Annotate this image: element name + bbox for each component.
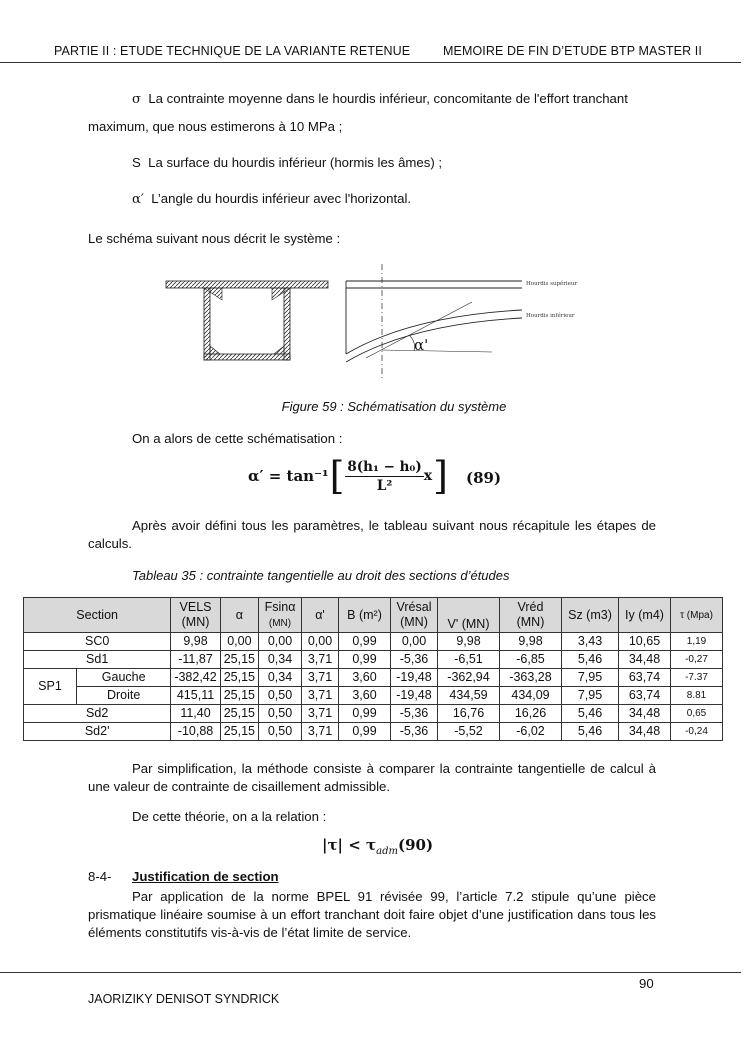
fraction [345, 459, 423, 494]
th-vprime: V' (MN) [438, 598, 500, 633]
table-cell: -7.37 [671, 669, 723, 687]
th-alpha-prime: α' [302, 598, 339, 633]
denominator: L² [376, 477, 393, 494]
table-cell: 9,98 [438, 633, 500, 651]
figure-caption: Figure 59 : Schématisation du système [281, 399, 507, 414]
table-cell: 0,00 [220, 633, 258, 651]
table-cell: 63,74 [619, 669, 671, 687]
table-cell: -0,24 [671, 723, 723, 741]
def-angle [132, 190, 411, 209]
def-symbol: α′ [132, 192, 144, 207]
table-cell: 7,95 [562, 687, 619, 705]
table-cell: 0,99 [339, 705, 391, 723]
relation-90 [322, 836, 433, 857]
bracket-close: ] [433, 454, 448, 498]
table-cell: -6,51 [438, 651, 500, 669]
table-cell: -5,52 [438, 723, 500, 741]
table-cell: 16,26 [500, 705, 562, 723]
table-cell: 10,65 [619, 633, 671, 651]
table-cell: -6,02 [500, 723, 562, 741]
table-cell: 0,00 [391, 633, 438, 651]
th-b: B (m²) [339, 598, 391, 633]
table-cell: 5,46 [562, 705, 619, 723]
table-cell: 25,15 [220, 687, 258, 705]
table-cell: 1,19 [671, 633, 723, 651]
formula-89 [248, 455, 448, 497]
table-cell: 0,50 [259, 705, 302, 723]
table-cell: Droite [77, 687, 171, 705]
table-cell: 0,65 [671, 705, 723, 723]
table-cell: Sd1 [24, 651, 171, 669]
table-cell: -5,36 [391, 705, 438, 723]
table-cell: -10,88 [171, 723, 220, 741]
table-cell: 34,48 [619, 651, 671, 669]
table-cell: 0,00 [302, 633, 339, 651]
table-cell: 25,15 [220, 669, 258, 687]
section-number: 8-4- [88, 869, 112, 884]
numerator: 8(h₁ − h₀) [347, 458, 422, 475]
th-iy: Iy (m4) [619, 598, 671, 633]
table-cell: 0,50 [259, 687, 302, 705]
table-cell: 25,15 [220, 651, 258, 669]
section-title: Justification de section [132, 869, 279, 884]
table-cell: -363,28 [500, 669, 562, 687]
relation-number: (90) [397, 836, 434, 854]
table-cell: Gauche [77, 669, 171, 687]
th-tau: τ (Mpa) [671, 598, 723, 633]
table-cell: -19,48 [391, 687, 438, 705]
th-fsinalpha: Fsinα (MN) [259, 598, 302, 633]
table-cell: 0,99 [339, 651, 391, 669]
table-cell: 25,15 [220, 705, 258, 723]
table-cell: 434,09 [500, 687, 562, 705]
table-cell: -19,48 [391, 669, 438, 687]
relation-lhs: |τ| < τ [322, 836, 377, 854]
group-sp1: SP1 [24, 669, 77, 705]
label-hourdis-inferieur: Hourdis inférieur [526, 313, 575, 319]
table-cell: 34,48 [619, 723, 671, 741]
table-cell: -5,36 [391, 723, 438, 741]
para-simplification: Par simplification, la méthode consiste à comparer la contrainte tangentielle de calcul à une valeur de contrainte de cisaillement admissible. [88, 761, 656, 794]
header-right: MEMOIRE DE FIN D’ETUDE BTP MASTER II [443, 44, 702, 58]
header-left: PARTIE II : ETUDE TECHNIQUE DE LA VARIANTE RETENUE [54, 44, 411, 58]
table-cell: 0,50 [259, 723, 302, 741]
table-cell: -0,27 [671, 651, 723, 669]
table-cell: 3,60 [339, 687, 391, 705]
table-cell: 0,99 [339, 633, 391, 651]
table-cell: 34,48 [619, 705, 671, 723]
th-vresal: Vrésal (MN) [391, 598, 438, 633]
th-section: Section [24, 598, 171, 633]
label-hourdis-superieur: Hourdis supérieur [526, 281, 578, 287]
table-row [24, 705, 723, 723]
table-cell: 9,98 [500, 633, 562, 651]
angle-label: α' [414, 336, 429, 354]
table-row [24, 633, 723, 651]
table-cell: -5,36 [391, 651, 438, 669]
table-cell: 3,60 [339, 669, 391, 687]
def-sigma-cont: maximum, que nous estimerons à 10 MPa ; [88, 119, 343, 134]
table-cell: 3,71 [302, 723, 339, 741]
def-text: La surface du hourdis inférieur (hormis les âmes) ; [148, 155, 443, 170]
table-cell: 7,95 [562, 669, 619, 687]
table-cell: Sd2 [24, 705, 171, 723]
table-cell: -11,87 [171, 651, 220, 669]
table-cell: 5,46 [562, 723, 619, 741]
header-rule [0, 62, 741, 63]
formula-intro: On a alors de cette schématisation : [132, 431, 343, 446]
def-symbol: σ [132, 92, 142, 107]
table-cell: 0,99 [339, 723, 391, 741]
relation-sub: adm [376, 846, 398, 857]
table-cell: 3,71 [302, 669, 339, 687]
footer-rule [0, 972, 741, 973]
table-caption: Tableau 35 : contrainte tangentielle au droit des sections d’études [132, 568, 510, 583]
def-text: L’angle du hourdis inférieur avec l'horizontal. [151, 191, 412, 206]
elevation-view [346, 264, 522, 380]
table-row [24, 687, 723, 705]
table-cell: 5,46 [562, 651, 619, 669]
schema-intro: Le schéma suivant nous décrit le système : [88, 231, 341, 246]
table-cell: 0,34 [259, 669, 302, 687]
table-cell: -362,94 [438, 669, 500, 687]
final-paragraph: Par application de la norme BPEL 91 révisée 99, l’article 7.2 stipule qu’une pièce prismatique linéaire soumise à un effort tranchant doit faire objet d’une justification dans tous les éléments constitutifs vis-à-vis de l’état limite de service. [88, 889, 656, 940]
def-text: La contrainte moyenne dans le hourdis inférieur, concomitante de l'effort tranchant [148, 91, 628, 106]
th-alpha: α [220, 598, 258, 633]
table-cell: 8.81 [671, 687, 723, 705]
def-sigma [132, 90, 628, 109]
stress-table [23, 597, 723, 741]
def-surface [132, 154, 442, 172]
table-cell: 0,34 [259, 651, 302, 669]
bracket-open: [ [329, 454, 345, 498]
table-row [24, 669, 723, 687]
table-row [24, 723, 723, 741]
table-cell: 9,98 [171, 633, 220, 651]
table-cell: 3,71 [302, 705, 339, 723]
table-cell: 63,74 [619, 687, 671, 705]
table-header-row [24, 598, 723, 633]
page-number: 90 [639, 976, 654, 991]
formula-lhs: α′ = tan⁻¹ [248, 467, 329, 485]
table-cell: Sd2' [24, 723, 171, 741]
th-vred: Vréd (MN) [500, 598, 562, 633]
table-cell: 3,71 [302, 651, 339, 669]
table-cell: -6,85 [500, 651, 562, 669]
formula-number-89: (89) [466, 469, 502, 487]
table-cell: 0,00 [259, 633, 302, 651]
footer-author: JAORIZIKY DENISOT SYNDRICK [88, 992, 280, 1006]
table-row [24, 651, 723, 669]
def-symbol: S [132, 155, 141, 170]
table-cell: 16,76 [438, 705, 500, 723]
para-after-formula: Après avoir défini tous les paramètres, le tableau suivant nous récapitule les étapes de calculs. [88, 518, 656, 551]
table-cell: 3,43 [562, 633, 619, 651]
table-cell: SC0 [24, 633, 171, 651]
formula-var: x [423, 468, 433, 484]
table-cell: -382,42 [171, 669, 220, 687]
th-vels: VELS (MN) [171, 598, 220, 633]
table-cell: 11,40 [171, 705, 220, 723]
table-cell: 415,11 [171, 687, 220, 705]
box-girder-section [166, 281, 328, 360]
table-cell: 3,71 [302, 687, 339, 705]
relation-intro: De cette théorie, on a la relation : [132, 809, 327, 824]
table-cell: 25,15 [220, 723, 258, 741]
system-figure [160, 262, 600, 382]
th-sz: Sz (m3) [562, 598, 619, 633]
table-cell: 434,59 [438, 687, 500, 705]
